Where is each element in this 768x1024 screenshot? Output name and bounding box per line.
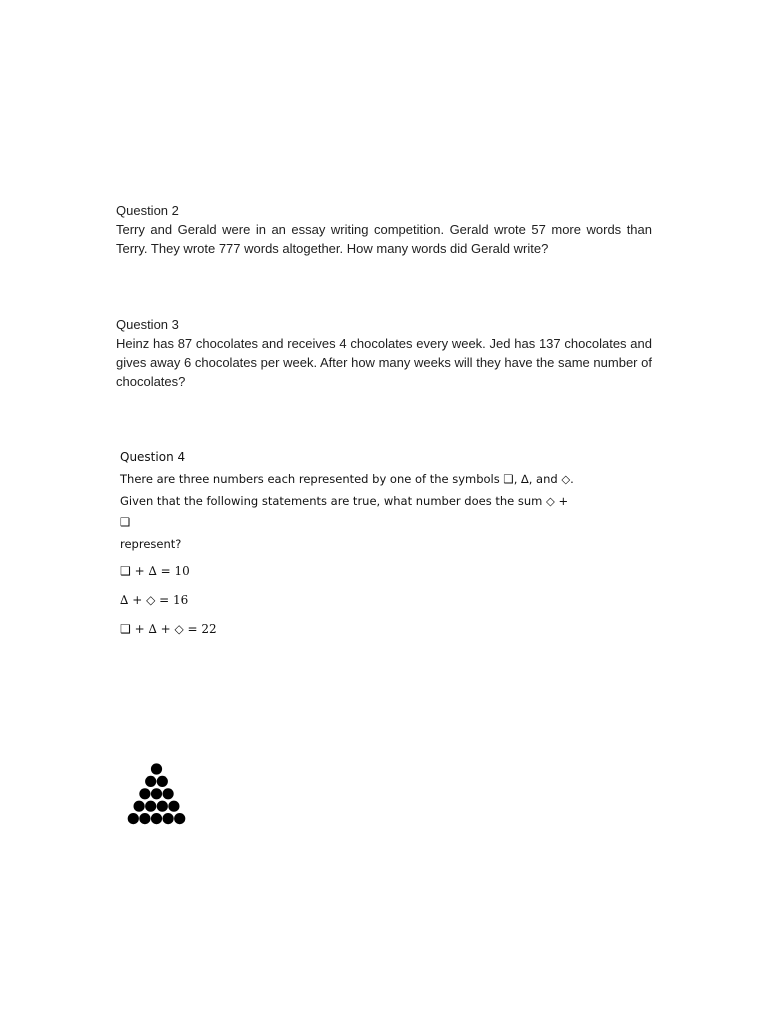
question-2-title: Question 2 xyxy=(116,203,179,218)
dot xyxy=(157,776,168,787)
dot xyxy=(151,788,162,799)
equation-2: ∆ + ◇ = 16 xyxy=(120,593,189,607)
equation-1: ❑ + ∆ = 10 xyxy=(120,564,190,578)
question-2 xyxy=(116,201,652,258)
dot xyxy=(163,813,174,824)
dot xyxy=(163,788,174,799)
question-4-title: Question 4 xyxy=(120,450,186,464)
question-4 xyxy=(120,448,580,636)
dot xyxy=(168,801,179,812)
question-4-line-2: Given that the following statements are true, what number does the sum ◇ + ❑ xyxy=(120,493,569,529)
dot xyxy=(128,813,139,824)
dot-triangle-figure xyxy=(118,760,198,826)
question-2-text: Terry and Gerald were in an essay writing competition. Gerald wrote 57 more words than Terry. They wrote 777 words altogether. How many words did Gerald write? xyxy=(116,222,652,256)
equation-3: ❑ + ∆ + ◇ = 22 xyxy=(120,622,217,636)
question-3-text: Heinz has 87 chocolates and receives 4 chocolates every week. Jed has 137 chocolates and gives away 6 chocolates per week. After how many weeks will they have the same number of chocolates? xyxy=(116,336,652,389)
question-3 xyxy=(116,315,652,391)
dot xyxy=(145,776,156,787)
question-4-line-3: represent? xyxy=(120,536,182,551)
dot xyxy=(134,801,145,812)
dot xyxy=(139,788,150,799)
question-3-title: Question 3 xyxy=(116,317,179,332)
dot xyxy=(145,801,156,812)
dot xyxy=(151,763,162,774)
dot xyxy=(174,813,185,824)
dot xyxy=(151,813,162,824)
dot xyxy=(139,813,150,824)
question-4-line-1: There are three numbers each represented by one of the symbols ❑, ∆, and ◇. xyxy=(120,472,574,486)
dot xyxy=(157,801,168,812)
